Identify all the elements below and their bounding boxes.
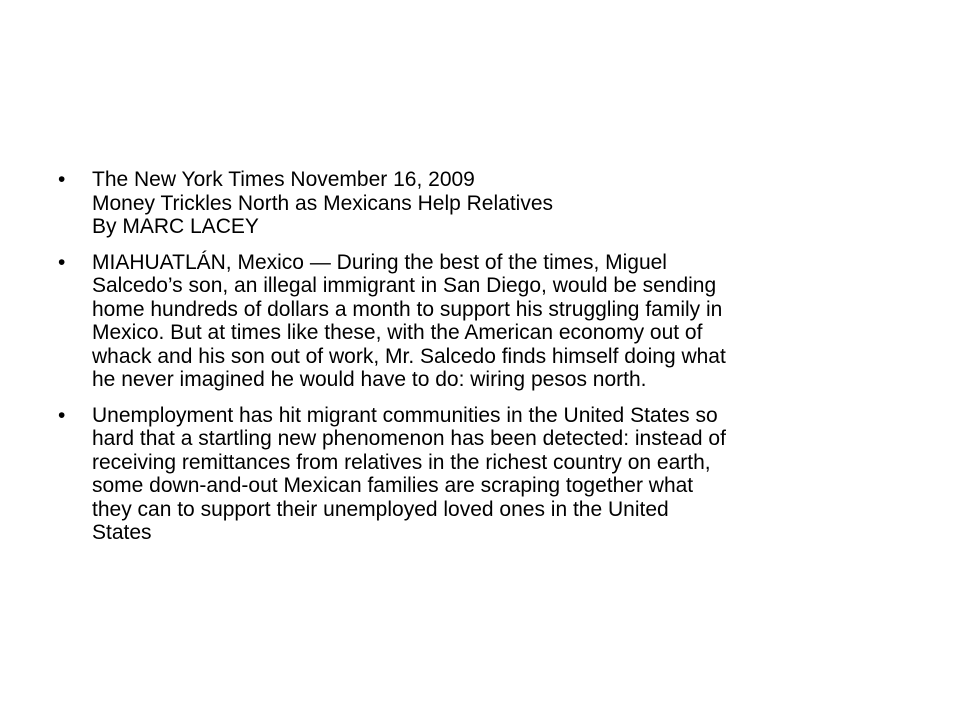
text-line: some down-and-out Mexican families are scraping together what bbox=[92, 474, 694, 497]
bullet-icon: • bbox=[58, 168, 66, 191]
bullet-item-summary bbox=[58, 404, 918, 545]
text-line: MIAHUATLÁN, Mexico — During the best of the times, Miguel bbox=[92, 250, 667, 274]
text-line: receiving remittances from relatives in the richest country on earth, bbox=[92, 450, 711, 474]
text-line: Unemployment has hit migrant communities in the United States so bbox=[92, 403, 718, 427]
text-line: home hundreds of dollars a month to support his struggling family in bbox=[92, 297, 723, 321]
bullet-icon: • bbox=[58, 250, 66, 274]
bullet-item-article-header bbox=[58, 168, 918, 239]
bullet-icon: • bbox=[58, 403, 66, 427]
text-line: Salcedo’s son, an illegal immigrant in San Diego, would be sending bbox=[92, 274, 717, 297]
text-line: Mexico. But at times like these, with the American economy out of bbox=[92, 321, 703, 344]
bullet-item-lede bbox=[58, 251, 918, 392]
article-byline: By MARC LACEY bbox=[92, 215, 259, 238]
source-date-line: The New York Times November 16, 2009 bbox=[92, 168, 475, 191]
text-line: whack and his son out of work, Mr. Salcedo finds himself doing what bbox=[92, 344, 726, 368]
text-line: they can to support their unemployed loved ones in the United bbox=[92, 497, 669, 521]
text-line: States bbox=[92, 521, 152, 544]
article-headline: Money Trickles North as Mexicans Help Relatives bbox=[92, 191, 553, 215]
text-line: he never imagined he would have to do: wiring pesos north. bbox=[92, 368, 647, 391]
text-line: hard that a startling new phenomenon has been detected: instead of bbox=[92, 427, 726, 450]
bullet-list bbox=[58, 168, 918, 557]
